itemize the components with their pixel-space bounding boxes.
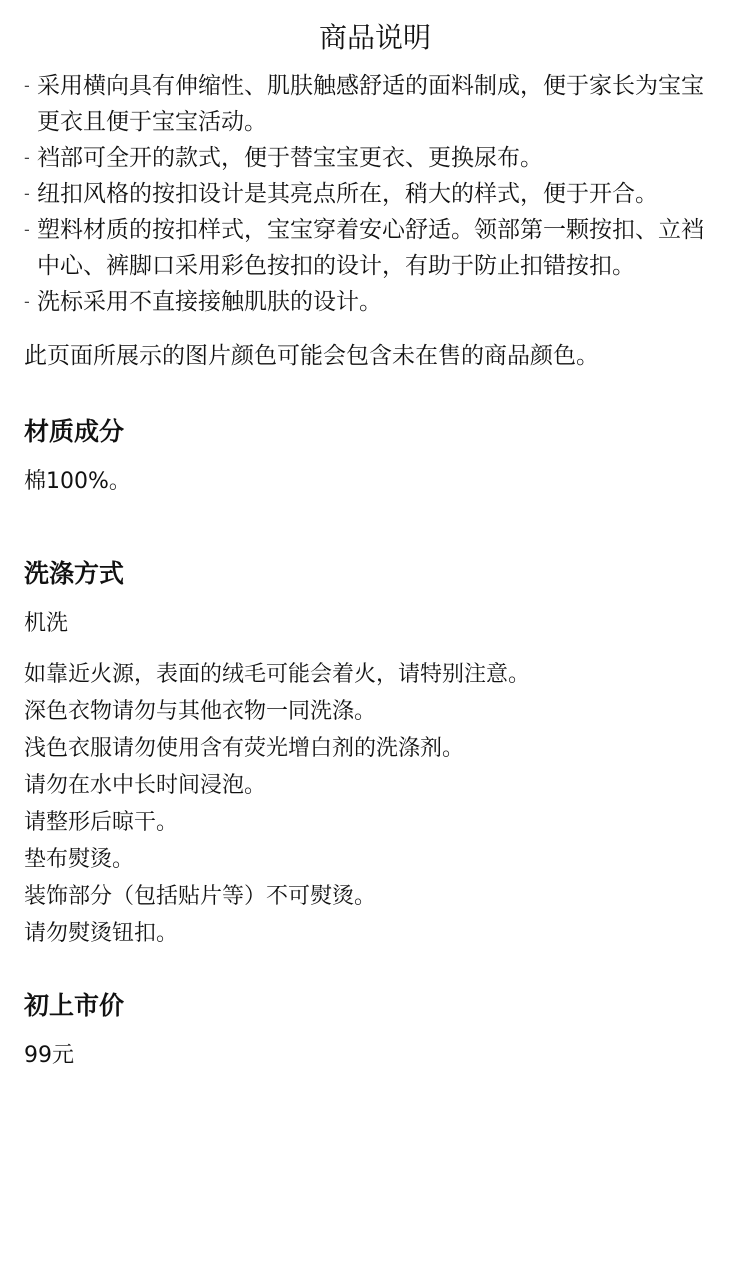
washing-method: 机洗 — [24, 611, 69, 636]
material-value: 棉100%。 — [24, 469, 131, 494]
washing-instruction-list — [24, 656, 726, 952]
feature-text: 纽扣风格的按扣设计是其亮点所在，稍大的样式，便于开合。 — [37, 181, 658, 207]
feature-item — [24, 212, 726, 284]
washing-heading: 洗涤方式 — [24, 559, 125, 588]
page-title: 商品说明 — [318, 21, 431, 54]
washing-instruction: 请勿在水中长时间浸泡。 — [24, 773, 267, 798]
washing-instruction: 如靠近火源，表面的绒毛可能会着火，请特别注意。 — [24, 662, 531, 687]
material-heading: 材质成分 — [24, 417, 125, 446]
washing-instruction: 深色衣物请勿与其他衣物一同洗涤。 — [24, 699, 377, 724]
dash-marker: - — [24, 292, 30, 311]
dash-marker: - — [24, 184, 30, 203]
feature-text: 塑料材质的按扣样式，宝宝穿着安心舒适。领部第一颗按扣、立裆中心、裤脚口采用彩色按扣的设计，有助于防止扣错按扣。 — [37, 217, 704, 279]
price-heading: 初上市价 — [24, 991, 125, 1020]
feature-list — [24, 68, 726, 320]
color-disclaimer: 此页面所展示的图片颜色可能会包含未在售的商品颜色。 — [24, 343, 599, 369]
feature-item — [24, 176, 726, 212]
washing-instruction: 浅色衣服请勿使用含有荧光增白剂的洗涤剂。 — [24, 736, 465, 761]
price-value: 99元 — [24, 1043, 74, 1068]
dash-marker: - — [24, 76, 30, 95]
washing-instruction: 请整形后晾干。 — [24, 810, 179, 835]
feature-text: 采用横向具有伸缩性、肌肤触感舒适的面料制成，便于家长为宝宝更衣且便于宝宝活动。 — [37, 73, 704, 135]
feature-item — [24, 68, 726, 140]
washing-instruction: 装饰部分（包括贴片等）不可熨烫。 — [24, 884, 377, 909]
washing-instruction: 请勿熨烫钮扣。 — [24, 921, 179, 946]
feature-item — [24, 284, 726, 320]
washing-instruction: 垫布熨烫。 — [24, 847, 135, 872]
feature-item — [24, 140, 726, 176]
dash-marker: - — [24, 148, 30, 167]
feature-text: 洗标采用不直接接触肌肤的设计。 — [37, 289, 382, 315]
feature-text: 裆部可全开的款式，便于替宝宝更衣、更换尿布。 — [37, 145, 543, 171]
dash-marker: - — [24, 220, 30, 239]
